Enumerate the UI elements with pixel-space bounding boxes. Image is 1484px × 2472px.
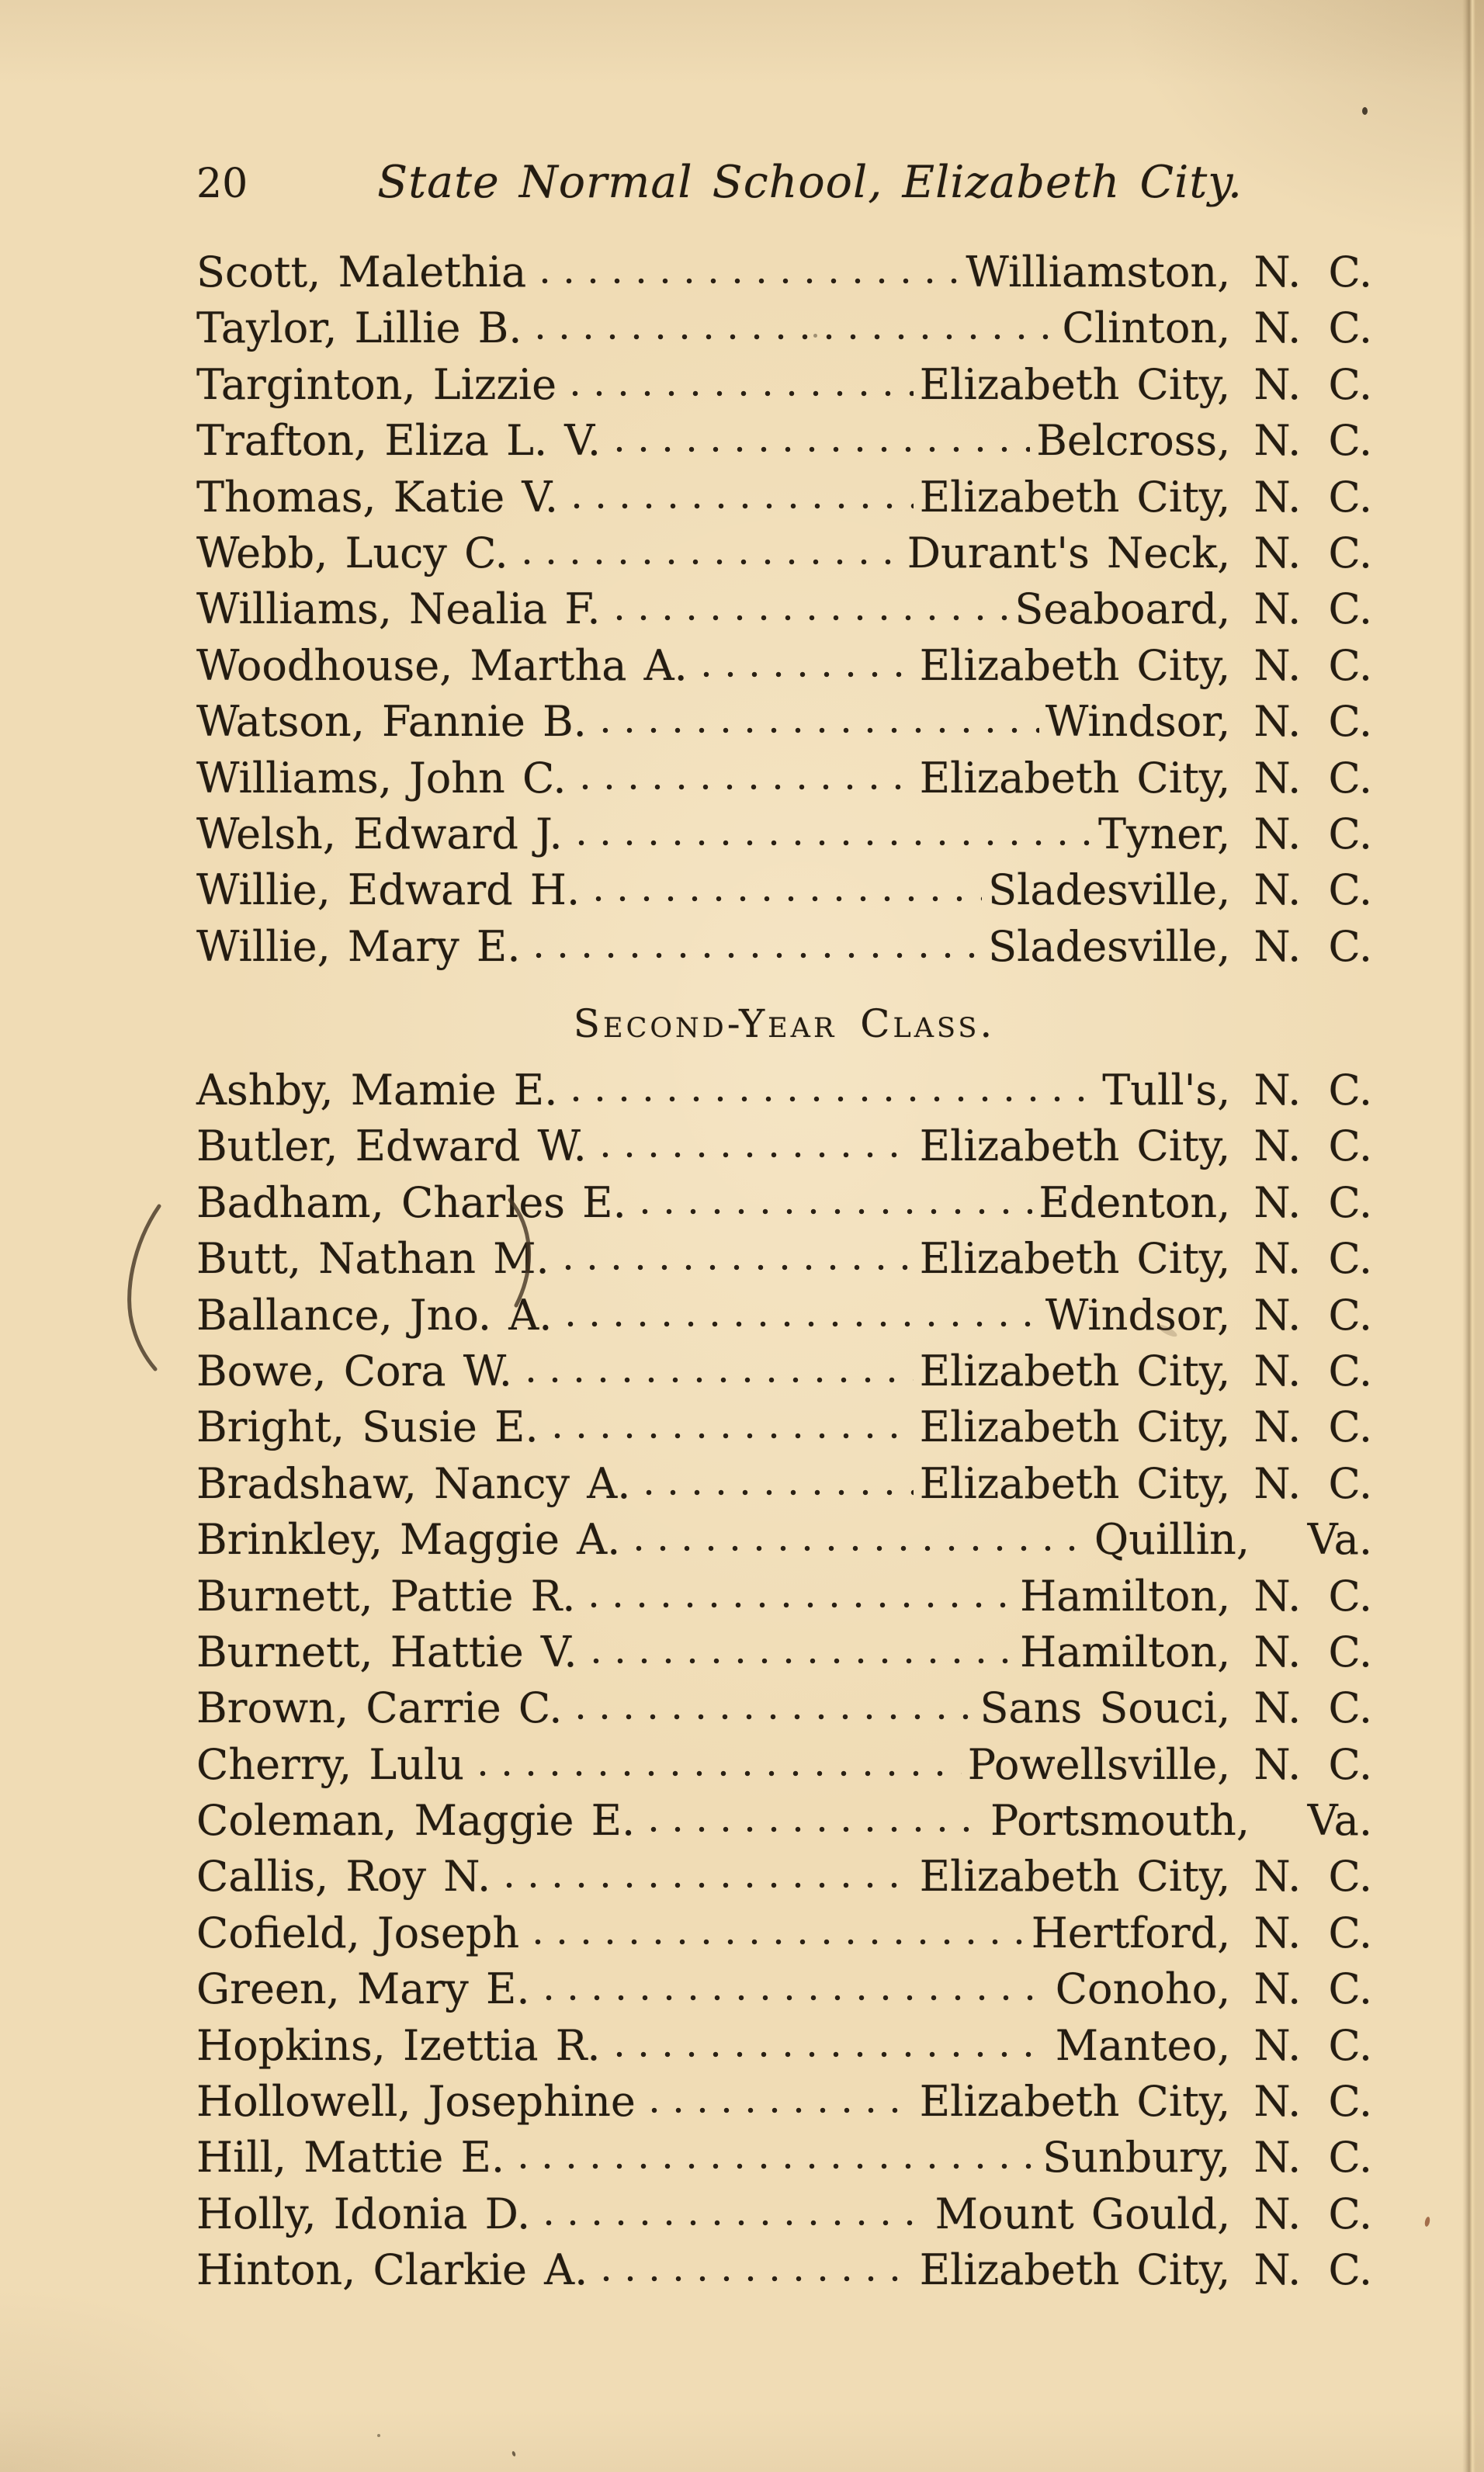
paper-speck <box>377 2434 380 2437</box>
dot-leader <box>535 1938 1025 1947</box>
student-state: N. C. <box>1253 1458 1372 1508</box>
student-row <box>196 1961 1372 2017</box>
student-name: Targinton, Lizzie <box>196 359 557 409</box>
student-place: Elizabeth City, <box>919 1458 1231 1508</box>
student-state: N. C. <box>1253 528 1372 577</box>
student-row <box>196 1399 1372 1455</box>
handwritten-left-parenthesis <box>116 1195 179 1378</box>
student-state: N. C. <box>1253 1346 1372 1395</box>
student-name: Trafton, Eliza L. V. <box>196 416 602 466</box>
student-place: Belcross, <box>1036 416 1231 466</box>
student-row <box>196 2018 1372 2074</box>
dot-leader <box>616 2051 1049 2060</box>
student-name: Burnett, Pattie R. <box>196 1571 576 1621</box>
student-place: Sunbury, <box>1042 2133 1231 2183</box>
student-place: Elizabeth City, <box>919 1346 1231 1395</box>
student-row <box>196 1737 1372 1793</box>
student-row <box>196 1624 1372 1680</box>
student-place: Powellsville, <box>967 1739 1231 1789</box>
student-name: Burnett, Hattie V. <box>196 1627 577 1676</box>
student-place: Mount Gould, <box>934 2189 1231 2238</box>
student-place: Hamilton, <box>1020 1571 1231 1621</box>
dot-leader <box>582 783 914 792</box>
dot-leader <box>480 1770 962 1779</box>
student-state: N. C. <box>1253 2077 1372 2127</box>
student-row <box>196 1849 1372 1905</box>
student-state: N. C. <box>1253 359 1372 409</box>
dot-leader <box>506 1881 914 1891</box>
student-row <box>196 470 1372 525</box>
dot-leader <box>573 1095 1096 1104</box>
student-state: N. C. <box>1253 416 1372 466</box>
student-row <box>196 1288 1372 1343</box>
student-place: Hamilton, <box>1020 1627 1231 1676</box>
student-place: Tyner, <box>1098 809 1231 858</box>
student-name: Willie, Edward H. <box>196 865 581 915</box>
student-place: Sladesville, <box>988 921 1231 971</box>
student-state: N. C. <box>1253 1964 1372 2014</box>
student-state: N. C. <box>1253 1234 1372 1284</box>
student-name: Cofield, Joseph <box>196 1908 520 1957</box>
student-place: Windsor, <box>1045 697 1231 747</box>
paper-speck <box>511 2451 516 2457</box>
student-name: Webb, Lucy C. <box>196 528 508 577</box>
student-place: Elizabeth City, <box>919 2245 1231 2295</box>
student-state: N. C. <box>1253 1852 1372 1902</box>
student-row <box>196 2074 1372 2130</box>
student-row <box>196 751 1372 806</box>
student-name: Green, Mary E. <box>196 1964 530 2014</box>
student-state: N. C. <box>1253 1739 1372 1789</box>
student-name: Ashby, Mamie E. <box>196 1066 558 1115</box>
student-name: Hinton, Clarkie A. <box>196 2245 588 2295</box>
student-place: Conoho, <box>1055 1964 1231 2014</box>
student-name: Ballance, Jno. A. <box>196 1290 553 1340</box>
student-row <box>196 1680 1372 1736</box>
second-year-class-heading: Second-Year Class. <box>573 1001 996 1046</box>
student-state: N. C. <box>1253 1571 1372 1621</box>
dot-leader <box>703 671 914 680</box>
student-place: Elizabeth City, <box>919 1234 1231 1284</box>
student-state: N. C. <box>1253 1066 1372 1115</box>
dot-leader <box>593 1657 1014 1666</box>
student-name: Welsh, Edward J. <box>196 809 563 858</box>
page-title: State Normal School, Elizabeth City. <box>377 157 1243 208</box>
student-state: Va. <box>1307 1796 1372 1846</box>
dot-leader <box>572 390 914 399</box>
student-name: Brown, Carrie C. <box>196 1683 563 1733</box>
student-place: Hertford, <box>1031 1908 1231 1957</box>
dot-leader <box>542 277 959 286</box>
paper-speck <box>1424 2217 1431 2228</box>
student-row <box>196 694 1372 750</box>
student-state: N. C. <box>1253 1627 1372 1676</box>
student-row <box>196 2242 1372 2298</box>
student-state: N. C. <box>1253 1683 1372 1733</box>
student-place: Elizabeth City, <box>919 753 1231 803</box>
student-place: Elizabeth City, <box>919 2077 1231 2127</box>
dot-leader <box>537 333 1056 342</box>
student-place: Manteo, <box>1055 2020 1231 2070</box>
dot-leader <box>554 1432 914 1441</box>
student-place: Elizabeth City, <box>919 1852 1231 1902</box>
student-state: N. C. <box>1253 248 1372 296</box>
student-place: Edenton, <box>1038 1177 1231 1227</box>
student-place: Seaboard, <box>1014 584 1231 634</box>
dot-leader <box>616 446 1030 455</box>
student-row <box>196 1175 1372 1231</box>
student-name: Watson, Fannie B. <box>196 697 587 747</box>
student-name: Holly, Idonia D. <box>196 2189 531 2238</box>
dot-leader <box>636 1545 1088 1554</box>
dot-leader <box>650 1825 984 1835</box>
dot-leader <box>565 1264 914 1273</box>
student-state: N. C. <box>1253 303 1372 353</box>
student-place: Sladesville, <box>988 865 1231 915</box>
student-place: Elizabeth City, <box>919 1402 1231 1452</box>
dot-leader <box>642 1208 1033 1217</box>
student-name: Callis, Roy N. <box>196 1852 491 1902</box>
dot-leader <box>546 2219 928 2228</box>
dot-leader <box>602 1151 914 1160</box>
dot-leader <box>646 1489 913 1498</box>
dot-leader <box>651 2106 914 2116</box>
student-row <box>196 1793 1372 1849</box>
student-name: Butt, Nathan M. <box>196 1234 550 1284</box>
dot-leader <box>616 614 1009 623</box>
dot-leader <box>591 1601 1014 1610</box>
student-name: Scott, Malethia <box>196 248 527 296</box>
student-state: N. C. <box>1253 2133 1372 2183</box>
student-name: Brinkley, Maggie A. <box>196 1515 621 1565</box>
dot-leader <box>578 839 1092 848</box>
student-name: Bright, Susie E. <box>196 1402 539 1452</box>
student-row <box>196 806 1372 862</box>
student-state: N. C. <box>1253 1908 1372 1957</box>
paper-speck <box>813 334 817 338</box>
student-row <box>196 581 1372 637</box>
second-year-class-roster <box>196 1063 1372 2299</box>
student-row <box>196 244 1372 300</box>
student-row <box>196 1118 1372 1174</box>
student-name: Bradshaw, Nancy A. <box>196 1458 631 1508</box>
student-place: Elizabeth City, <box>919 472 1231 522</box>
student-state: N. C. <box>1253 697 1372 747</box>
dot-leader <box>524 558 901 567</box>
student-row <box>196 1512 1372 1568</box>
student-row <box>196 1905 1372 1961</box>
student-place: Elizabeth City, <box>919 640 1231 690</box>
student-place: Quillin, <box>1094 1515 1250 1565</box>
student-name: Hill, Mattie E. <box>196 2133 505 2183</box>
roster-entries <box>196 244 1372 975</box>
student-place: Clinton, <box>1062 303 1231 353</box>
dot-leader <box>536 952 982 961</box>
student-row <box>196 300 1372 356</box>
student-state: Va. <box>1307 1515 1372 1565</box>
student-state: N. C. <box>1253 640 1372 690</box>
student-name: Badham, Charles E. <box>196 1177 626 1227</box>
student-place: Tull's, <box>1102 1066 1231 1115</box>
page-number: 20 <box>196 161 248 207</box>
student-name: Bowe, Cora W. <box>196 1346 512 1395</box>
student-name: Coleman, Maggie E. <box>196 1796 636 1846</box>
roster-entries <box>196 1063 1372 2299</box>
student-place: Elizabeth City, <box>919 1122 1231 1171</box>
student-row <box>196 638 1372 694</box>
student-state: N. C. <box>1253 921 1372 971</box>
student-row <box>196 1569 1372 1624</box>
student-row <box>196 413 1372 469</box>
student-name: Thomas, Katie V. <box>196 472 559 522</box>
student-row <box>196 525 1372 581</box>
student-place: Durant's Neck, <box>907 528 1231 577</box>
student-row <box>196 1063 1372 1118</box>
student-name: Cherry, Lulu <box>196 1739 465 1789</box>
student-name: Willie, Mary E. <box>196 921 521 971</box>
dot-leader <box>595 895 982 904</box>
student-name: Williams, John C. <box>196 753 567 803</box>
dot-leader <box>602 726 1039 736</box>
dot-leader <box>528 1376 914 1385</box>
student-state: N. C. <box>1253 2020 1372 2070</box>
student-name: Hopkins, Izettia R. <box>196 2020 601 2070</box>
student-place: Windsor, <box>1045 1290 1231 1340</box>
student-name: Woodhouse, Martha A. <box>196 640 688 690</box>
student-place: Elizabeth City, <box>919 359 1231 409</box>
paper-speck <box>1362 107 1368 115</box>
student-state: N. C. <box>1253 472 1372 522</box>
student-place: Williamston, <box>966 248 1231 296</box>
student-row <box>196 2130 1372 2186</box>
first-year-class-roster-continued <box>196 244 1372 975</box>
student-place: Sans Souci, <box>980 1683 1231 1733</box>
student-state: N. C. <box>1253 809 1372 858</box>
student-name: Butler, Edward W. <box>196 1122 587 1171</box>
student-name: Taylor, Lillie B. <box>196 303 522 353</box>
dot-leader <box>603 2275 913 2284</box>
student-state: N. C. <box>1253 1122 1372 1171</box>
student-state: N. C. <box>1253 753 1372 803</box>
student-row <box>196 862 1372 918</box>
dot-leader <box>574 502 914 511</box>
student-row <box>196 919 1372 975</box>
page-header <box>196 154 1372 212</box>
student-name: Hollowell, Josephine <box>196 2077 636 2127</box>
student-state: N. C. <box>1253 1290 1372 1340</box>
student-state: N. C. <box>1253 865 1372 915</box>
dot-leader <box>577 1713 973 1722</box>
student-row <box>196 357 1372 413</box>
student-row <box>196 1456 1372 1512</box>
student-row <box>196 2186 1372 2242</box>
student-state: N. C. <box>1253 2189 1372 2238</box>
student-name: Williams, Nealia F. <box>196 584 601 634</box>
student-row <box>196 1343 1372 1399</box>
student-state: N. C. <box>1253 584 1372 634</box>
dot-leader <box>546 1994 1049 2003</box>
student-state: N. C. <box>1253 2245 1372 2295</box>
dot-leader <box>520 2162 1036 2172</box>
dot-leader <box>567 1320 1038 1330</box>
student-place: Portsmouth, <box>990 1796 1250 1846</box>
student-state: N. C. <box>1253 1177 1372 1227</box>
student-row <box>196 1231 1372 1287</box>
student-state: N. C. <box>1253 1402 1372 1452</box>
